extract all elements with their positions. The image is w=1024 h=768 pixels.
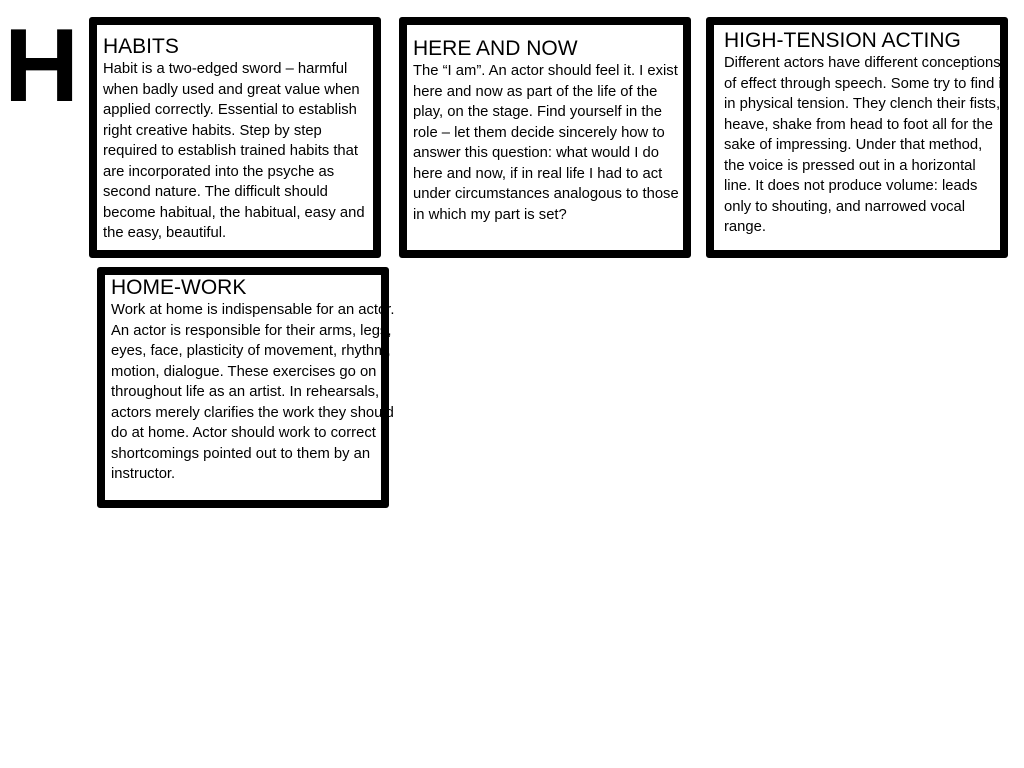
card-title: HABITS <box>103 35 179 58</box>
card-here-and-now <box>399 17 691 258</box>
card-habits <box>89 17 381 258</box>
card-title: HOME-WORK <box>111 276 247 299</box>
card-title: HERE AND NOW <box>413 37 578 60</box>
card-title: HIGH-TENSION ACTING <box>724 29 961 52</box>
card-body: Work at home is indispensable for an actor. An actor is responsible for their arms, legs, eyes, face, plasticity of movement, rhythm, motion, dialogue. These exercises go on throughout life as an artist. In rehearsals, actors merely clarifies the work they should do at home. Actor should work to correct shortcomings pointed out to them by an instructor. <box>111 302 395 483</box>
card-body: Different actors have different conceptions of effect through speech. Some try to find it in physical tension. They clench their fists, heave, shake from head to foot all for the sake of impressing. Under that method, the voice is pressed out in a horizontal line. It does not produce volume: leads only to shouting, and narrowed vocal range. <box>724 55 1006 236</box>
card-home-work <box>97 267 395 508</box>
card-body: The “I am”. An actor should feel it. I exist here and now as part of the life of the play, on the stage. Find yourself in the role – let them decide sincerely how to answer this question: what would I do here and now, if in real life I had to act under circumstances analogous to those in which my part is set? <box>413 63 679 223</box>
card-body: Habit is a two-edged sword – harmful when badly used and great value when applied correctly. Essential to establish right creative habits. Step by step required to establish trained habits that are incorporated into the psyche as second nature. The difficult should become habitual, the habitual, easy and the easy, beautiful. <box>103 61 365 242</box>
section-letter-heading: H <box>4 8 80 124</box>
card-high-tension-acting <box>706 17 1008 258</box>
